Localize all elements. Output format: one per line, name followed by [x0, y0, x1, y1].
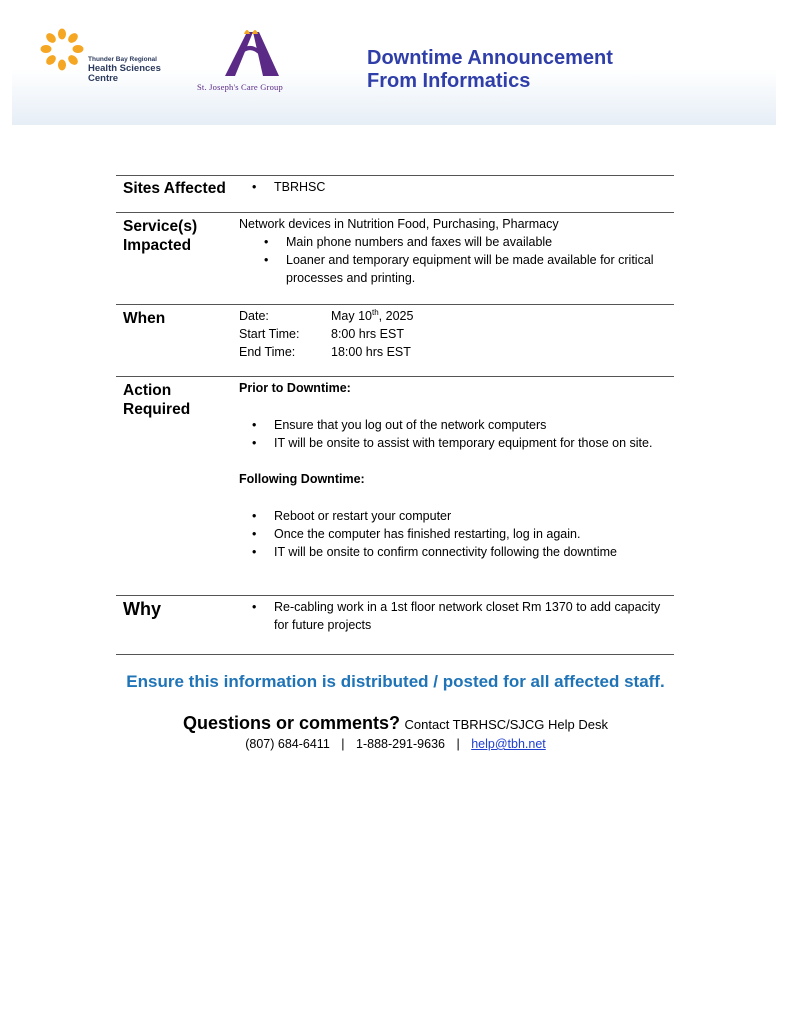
sjcg-emblem-icon	[195, 26, 305, 82]
label-action-required	[123, 381, 190, 419]
date-value: May 10th, 2025	[331, 307, 414, 323]
questions-heading: Questions or comments?	[183, 713, 401, 733]
list-item: • Ensure that you log out of the network computers	[239, 416, 671, 434]
row-action-required	[116, 376, 674, 596]
announcement-title	[367, 47, 613, 93]
end-time-value: 18:00 hrs EST	[331, 345, 411, 359]
content-action-required	[239, 379, 671, 561]
label-services-impacted	[123, 217, 197, 255]
label-why: Why	[123, 599, 161, 619]
start-time-key: Start Time:	[239, 327, 300, 341]
end-time-key: End Time:	[239, 345, 296, 359]
services-intro: Network devices in Nutrition Food, Purchasing, Pharmacy	[239, 217, 559, 231]
email-link[interactable]: help@tbh.net	[471, 737, 546, 751]
list-item: • Reboot or restart your computer	[239, 507, 671, 525]
list-item: • Main phone numbers and faxes will be available	[239, 233, 671, 251]
content-sites-affected	[239, 178, 671, 196]
date-key: Date:	[239, 309, 269, 323]
phone-tollfree: 1-888-291-9636	[356, 737, 445, 751]
list-item: • Re-cabling work in a 1st floor network closet Rm 1370 to add capacity for future projects	[239, 598, 671, 634]
content-when	[239, 307, 671, 361]
row-services-impacted	[116, 212, 674, 305]
questions-line	[0, 713, 791, 734]
row-why	[116, 595, 674, 655]
table-bottom-rule	[116, 654, 674, 655]
prior-heading: Prior to Downtime:	[239, 381, 351, 395]
row-when	[116, 304, 674, 377]
label-sites-affected: Sites Affected	[123, 180, 226, 197]
tbrhsc-line3: Centre	[88, 72, 119, 84]
list-item: • TBRHSC	[239, 178, 671, 196]
start-time-value: 8:00 hrs EST	[331, 327, 404, 341]
title-line2: From Informatics	[367, 70, 531, 92]
sjcg-name: St. Joseph's Care Group	[197, 82, 283, 92]
list-item: • IT will be onsite to assist with temporary equipment for those on site.	[239, 434, 671, 452]
sjcg-logo	[195, 26, 315, 96]
list-item: • Once the computer has finished restarting, log in again.	[239, 525, 671, 543]
contact-details	[0, 737, 791, 751]
row-sites-affected	[116, 175, 674, 213]
contact-label: Contact TBRHSC/SJCG Help Desk	[404, 717, 608, 732]
label-line: Impacted	[123, 237, 192, 254]
tbrhsc-line1: Thunder Bay Regional	[88, 56, 157, 63]
phone-local: (807) 684-6411	[245, 737, 330, 751]
list-item: • Loaner and temporary equipment will be made available for critical processes and printing.	[239, 251, 671, 287]
tbrhsc-logo	[40, 28, 180, 94]
separator: |	[456, 737, 460, 751]
separator: |	[341, 737, 345, 751]
following-heading: Following Downtime:	[239, 472, 365, 486]
label-line: Service(s)	[123, 218, 198, 235]
label-when: When	[123, 310, 166, 327]
label-line: Action	[123, 382, 172, 399]
title-line1: Downtime Announcement	[367, 47, 613, 69]
sunburst-icon	[40, 28, 86, 74]
tbrhsc-line2: Health Sciences	[88, 62, 161, 74]
list-item: • IT will be onsite to confirm connectivity following the downtime	[239, 543, 671, 561]
distribution-notice: Ensure this information is distributed / posted for all affected staff.	[126, 672, 665, 691]
content-why	[239, 598, 671, 634]
content-services-impacted	[239, 215, 671, 287]
label-line: Required	[123, 401, 191, 418]
